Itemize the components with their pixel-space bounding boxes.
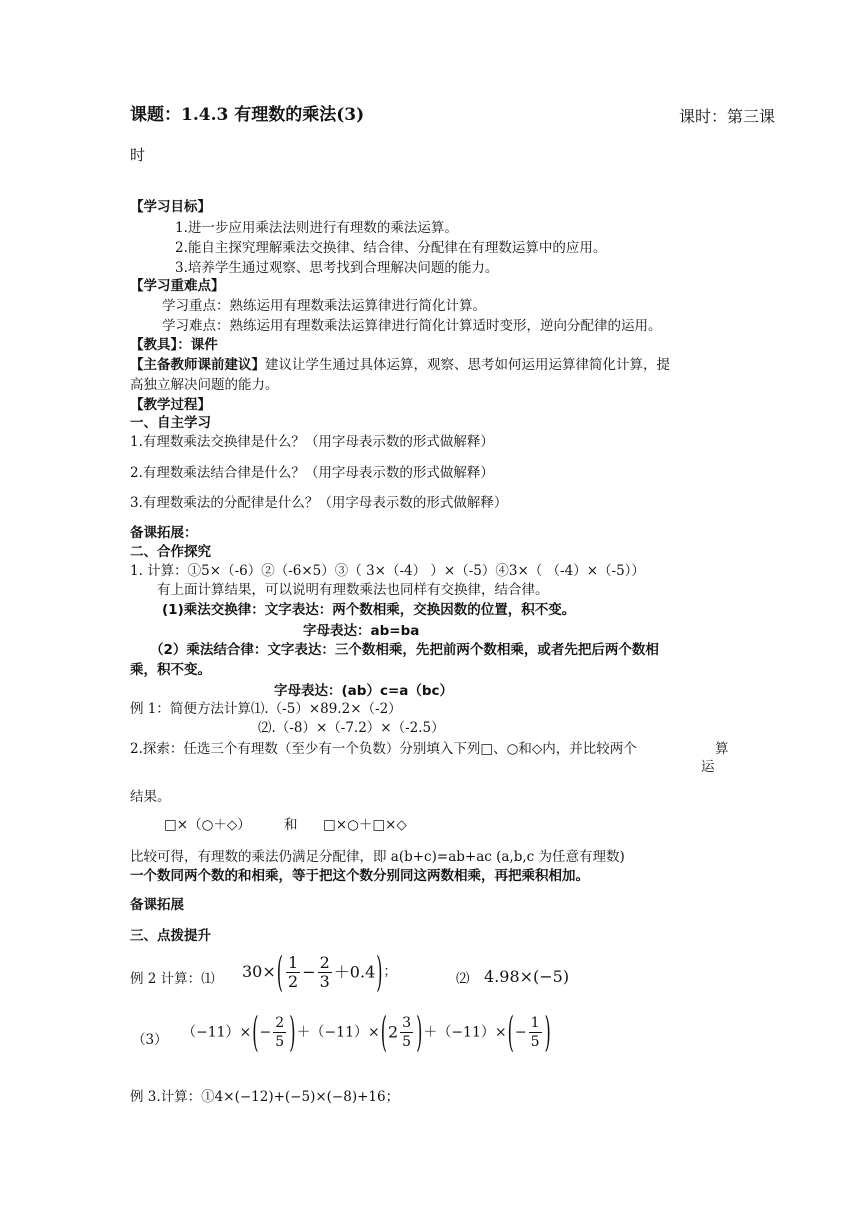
example-2-part-3-label: （3） <box>132 1032 168 1048</box>
law-commutative-formula: 字母表达：ab=ba <box>303 623 420 639</box>
keypoint-difficulty: 学习难点：熟练运用有理数乘法运算律进行简化计算适时变形，逆向分配律的运用。 <box>162 318 662 334</box>
goal-item-2: 2.能自主探究理解乘法交换律、结合律、分配律在有理数运算中的应用。 <box>175 240 607 256</box>
left-paren: ( <box>252 1006 259 1056</box>
explore-line-1: 2.探索：任选三个有理数（至少有一个负数）分别填入下列□、○和◇内，并比较两个 <box>130 741 637 757</box>
question-3: 3.有理数乘法的分配律是什么？（用字母表示数的形式做解释） <box>130 495 508 511</box>
keypoint-focus: 学习重点：熟练运用有理数乘法运算律进行简化计算。 <box>162 298 486 314</box>
advice-line-2: 高独立解决问题的能力。 <box>130 377 279 393</box>
section-self-study: 一、自主学习 <box>130 415 211 431</box>
example-2-part-2-label: ⑵ <box>456 971 470 987</box>
expression-left: □×（○＋◇） <box>164 817 251 833</box>
right-paren: ) <box>289 1006 296 1056</box>
expression-and: 和 <box>284 817 298 833</box>
question-1: 1.有理数乘法交换律是什么？（用字母表示数的形式做解释） <box>130 434 494 450</box>
expr-end: ； <box>383 964 397 980</box>
question-2: 2.有理数乘法结合律是什么？（用字母表示数的形式做解释） <box>130 465 494 481</box>
explore-char-2: 运 <box>701 759 715 775</box>
expression-right: □×○＋□×◇ <box>323 817 407 833</box>
fraction-1-2: $\frac{1}{2}$ <box>288 953 299 991</box>
law-associative-formula: 字母表达：(ab）c=a（bc） <box>274 683 454 699</box>
section-cooperate: 二、合作探究 <box>130 544 211 560</box>
law-associative-1: （2）乘法结合律：文字表达：三个数相乘，先把前两个数相乘，或者先把后两个数相 <box>150 642 659 658</box>
right-paren: ) <box>416 1006 423 1056</box>
minus-sign: − <box>514 1024 527 1041</box>
example-3: 例 3.计算：①4×(−12)+(−5)×(−8)+16； <box>130 1089 400 1105</box>
process-heading: 【教学过程】 <box>130 397 211 413</box>
distributive-statement: 比较可得，有理数的乘法仍满足分配律，即 a(b+c)=ab+ac (a,b,c 为任意有理数) <box>130 849 625 865</box>
lesson-title: 课题：1.4.3 有理数的乘法(3) <box>130 105 365 125</box>
explore-char-1: 算 <box>715 741 729 757</box>
keypoints-heading: 【学习重难点】 <box>130 278 225 294</box>
example-2-expr-3 <box>182 1006 552 1056</box>
expr-part-c: ＋（−11）× <box>423 1024 507 1041</box>
goal-item-3: 3.培养学生通过观察、思考找到合理解决问题的能力。 <box>175 260 499 276</box>
section-improve: 三、点拨提升 <box>130 928 211 944</box>
left-paren: ( <box>380 1006 387 1056</box>
law-associative-2: 乘，积不变。 <box>130 662 211 678</box>
example-1-line-2: ⑵.（-8）×（-7.2）×（-2.5） <box>258 720 445 736</box>
lesson-period-cont: 时 <box>130 146 146 164</box>
prep-extension-1: 备课拓展： <box>130 525 198 541</box>
advice-text: 建议让学生通过具体运算，观察、思考如何运用运算律简化计算，提 <box>265 357 670 373</box>
expr-lead: 30× <box>242 962 276 981</box>
right-paren: ) <box>544 1006 551 1056</box>
right-paren: ) <box>376 946 383 996</box>
expr-part-a: （−11）× <box>182 1024 252 1041</box>
lesson-period: 课时：第三课 <box>679 107 776 126</box>
expr-tail: ＋0.4 <box>333 962 376 982</box>
mixed-whole: 2 <box>387 1022 399 1042</box>
calc-note: 有上面计算结果，可以说明有理数乘法也同样有交换律，结合律。 <box>157 582 549 598</box>
example-2-label: 例 2 计算：⑴ <box>130 971 215 987</box>
minus-sign: − <box>259 1024 272 1041</box>
goals-heading: 【学习目标】 <box>130 199 211 215</box>
advice-heading: 【主备教师课前建议】 <box>130 357 265 373</box>
minus-sign: − <box>302 962 316 982</box>
explore-line-2: 结果。 <box>130 789 171 805</box>
distributive-text: 一个数同两个数的和相乘，等于把这个数分别同这两数相乘，再把乘积相加。 <box>130 868 589 884</box>
expr-part-b: ＋（−11）× <box>296 1024 380 1041</box>
left-paren: ( <box>507 1006 514 1056</box>
fraction-1-5: $\frac{1}{5}$ <box>530 1015 540 1050</box>
tools-heading: 【教具】：课件 <box>130 337 218 353</box>
goal-item-1: 1.进一步应用乘法法则进行有理数的乘法运算。 <box>175 220 458 236</box>
left-paren: ( <box>276 946 284 996</box>
fraction-2-5: $\frac{2}{5}$ <box>275 1015 285 1050</box>
fraction-3-5: $\frac{3}{5}$ <box>402 1015 412 1050</box>
example-2-expr-1 <box>242 946 397 996</box>
example-1-line-1: 例 1：简便方法计算⑴.（-5）×89.2×（-2） <box>130 701 402 717</box>
advice-line-1 <box>130 356 670 374</box>
fraction-2-3: $\frac{2}{3}$ <box>319 953 330 991</box>
law-commutative: (1)乘法交换律：文字表达：两个数相乘，交换因数的位置，积不变。 <box>162 602 576 618</box>
prep-extension-2: 备课拓展 <box>130 897 184 913</box>
calc-exercise-1: 1. 计算：①5×（-6）②（-6×5）③（ 3×（-4） ）×（-5）④3×（ （-4）×（-5）） <box>130 563 645 579</box>
example-2-expr-2: 4.98×(−5) <box>484 967 570 986</box>
